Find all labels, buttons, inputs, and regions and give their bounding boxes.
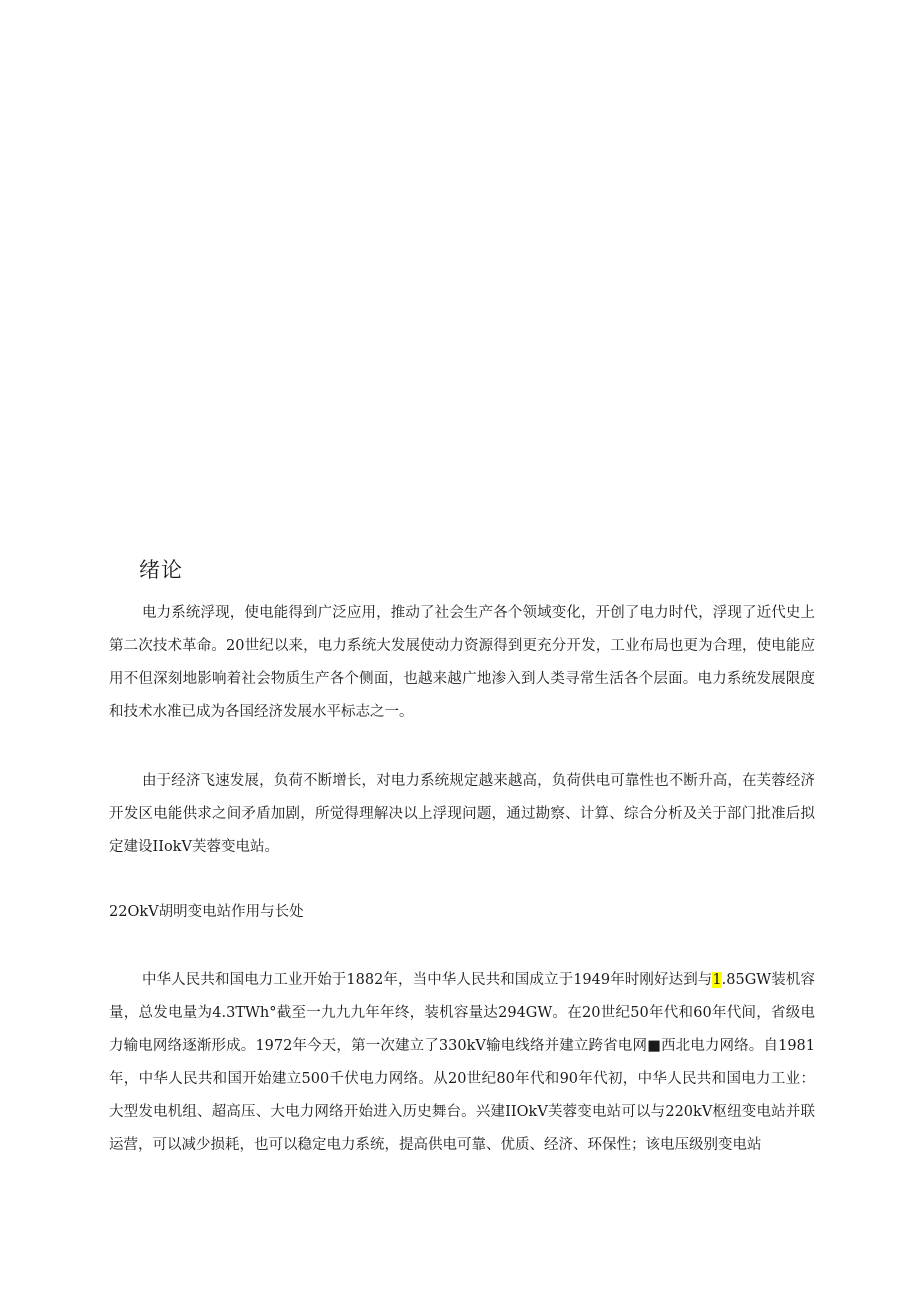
history-text-after: .85GW装机容量，总发电量为4.3TWh°截至一九九九年年终，装机容量达294GW。在20世纪50年代和60年代间，省级电力输电网络逐渐形成。1972年今天，第一次建立了330kV输电线络并建立跨省电网■西北电力网络。自1981年，中华人民共和国开始建立500千伏电力网络。从20世纪80年代和90年代初，中华人民共和国电力工业：大型发电机组、超高压、大电力网络开始进入历史舞台。兴建IIOkV芙蓉变电站可以与220kV枢纽变电站并联运营，可以减少损耗，也可以稳定电力系统，提高供电可靠、优质、经济、环保性；该电压级别变电站: [109, 972, 815, 1153]
intro-paragraph-2: 由于经济飞速发展，负荷不断增长，对电力系统规定越来越高，负荷供电可靠性也不断升高，在芙蓉经济开发区电能供求之间矛盾加剧，所觉得理解决以上浮现问题，通过勘察、计算、综合分析及关于部门批准后拟定建设IIokV芙蓉变电站。: [109, 773, 815, 855]
highlighted-text: 1: [712, 972, 722, 988]
history-text-before: 中华人民共和国电力工业开始于1882年，当中华人民共和国成立于1949年时刚好达到与: [142, 972, 713, 988]
history-paragraph: [109, 964, 815, 1162]
section-heading: 绪论: [139, 558, 183, 582]
subsection-heading: 22OkV胡明变电站作用与长处: [109, 904, 304, 920]
intro-paragraph-1: 电力系统浮现，使电能得到广泛应用，推动了社会生产各个领域变化，开创了电力时代，浮现了近代史上第二次技术革命。20世纪以来，电力系统大发展使动力资源得到更充分开发，工业布局也更为合理，使电能应用不但深刻地影响着社会物质生产各个侧面，也越来越广地渗入到人类寻常生活各个层面。电力系统发展限度和技术水准已成为各国经济发展水平标志之一。: [109, 605, 815, 720]
